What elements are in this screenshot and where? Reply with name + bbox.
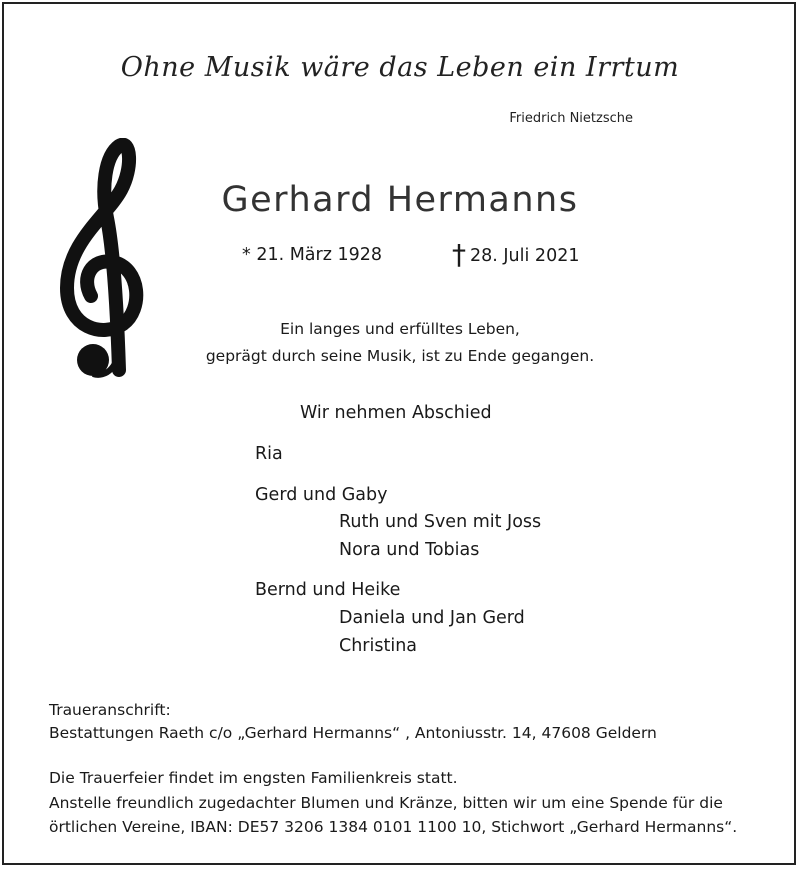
address-text: Bestattungen Raeth c/o „Gerhard Hermanns“ , Antoniusstr. 14, 47608 Geldern xyxy=(49,724,657,742)
life-text xyxy=(0,316,800,370)
birth-date: * 21. März 1928 xyxy=(242,245,383,265)
death-date-line xyxy=(452,238,579,271)
quote-author: Friedrich Nietzsche xyxy=(509,111,633,126)
death-date: 28. Juli 2021 xyxy=(470,246,580,266)
notice-line: örtlichen Vereine, IBAN: DE57 3206 1384 0101 1100 10, Stichwort „Gerhard Hermanns“. xyxy=(49,818,738,836)
notice-line: Anstelle freundlich zugedachter Blumen und Kränze, bitten wir um eine Spende für die xyxy=(49,794,723,812)
deceased-name: Gerhard Hermanns xyxy=(221,180,579,220)
cross-symbol: † xyxy=(452,238,466,271)
farewell-heading: Wir nehmen Abschied xyxy=(300,403,492,423)
life-text-line: geprägt durch seine Musik, ist zu Ende gegangen. xyxy=(205,347,595,365)
address-label: Traueranschrift: xyxy=(49,701,171,719)
notice-line: Die Trauerfeier findet im engsten Familienkreis statt. xyxy=(49,769,458,787)
family-child: Nora und Tobias xyxy=(339,540,480,560)
family-parents: Bernd und Heike xyxy=(255,580,401,600)
life-text-line: Ein langes und erfülltes Leben, xyxy=(280,320,520,338)
nietzsche-quote: Ohne Musik wäre das Leben ein Irrtum xyxy=(120,52,680,83)
family-child: Ruth und Sven mit Joss xyxy=(339,512,542,532)
family-child: Daniela und Jan Gerd xyxy=(339,608,525,628)
family-parents: Gerd und Gaby xyxy=(255,485,388,505)
family-spouse: Ria xyxy=(255,444,283,464)
family-child: Christina xyxy=(339,636,418,656)
